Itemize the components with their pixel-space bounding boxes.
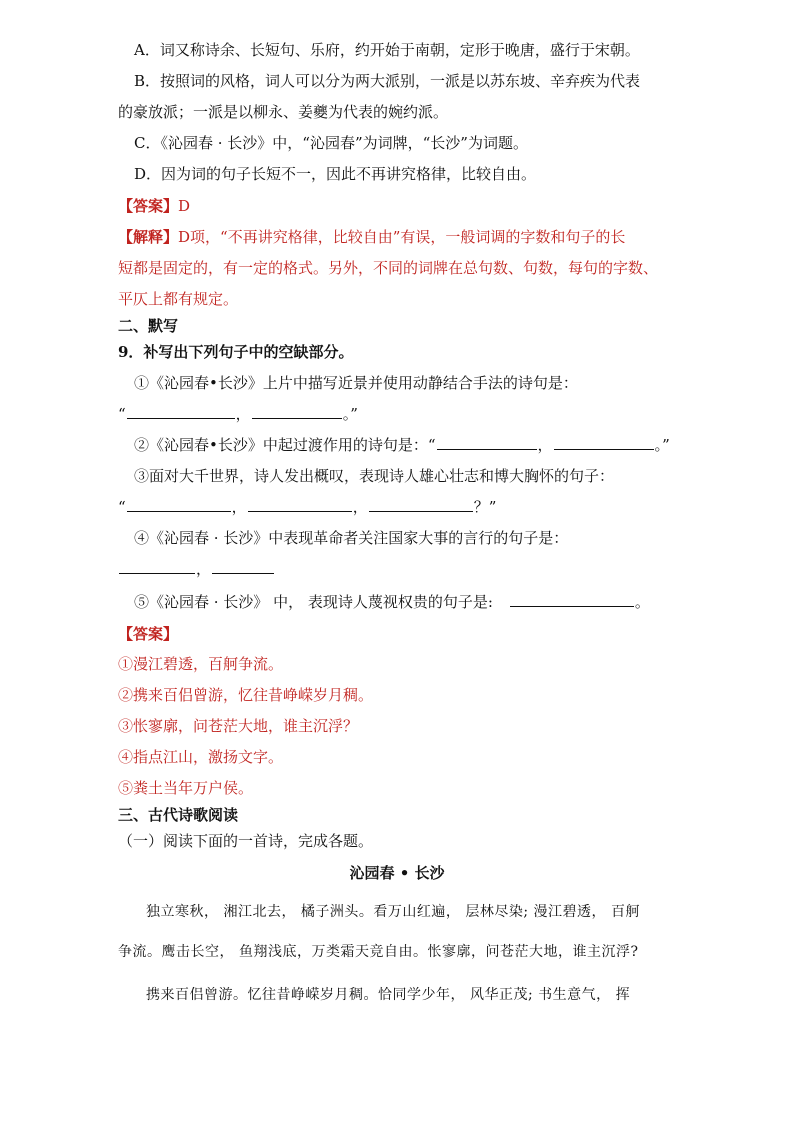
poem-title: 沁园春 • 长沙	[349, 864, 445, 882]
answer-9-item: ⑤粪土当年万户侯。	[118, 779, 254, 797]
section-2-heading: 二、默写	[118, 317, 179, 335]
explanation-text: D项，“不再讲究格律，比较自由”有误，一般词调的字数和句子的长	[178, 228, 626, 246]
blank[interactable]	[437, 435, 537, 450]
blank[interactable]	[127, 404, 235, 419]
fill-q2: ②《沁园春•长沙》中起过渡作用的诗句是：“ ， 。”	[134, 436, 670, 454]
poem-line: 携来百侣曾游。忆往昔峥嵘岁月稠。恰同学少年， 风华正茂; 书生意气， 挥	[146, 987, 631, 1003]
fill-q1: ①《沁园春•长沙》上片中描写近景并使用动静结合手法的诗句是：	[134, 374, 578, 392]
option-d: D．因为词的句子长短不一，因此不再讲究格律，比较自由。	[134, 165, 537, 183]
blank[interactable]	[248, 497, 352, 512]
fill-q4-blanks: ，	[118, 559, 275, 579]
fill-q3: ③面对大千世界，诗人发出概叹，表现诗人雄心壮志和博大胸怀的句子：	[134, 467, 615, 485]
fill-q4: ④《沁园春 · 长沙》中表现革命者关注国家大事的言行的句子是：	[134, 529, 569, 547]
section-3-heading: 三、古代诗歌阅读	[118, 806, 239, 824]
answer-9-item: ④指点江山，激扬文字。	[118, 748, 284, 766]
option-c: C．《沁园春 · 长沙》中，“沁园春”为词牌，“长沙”为词题。	[134, 134, 528, 152]
poem-line: 争流。鹰击长空， 鱼翔浅底，万类霜天竞自由。怅寥廓，问苍茫大地，谁主沉浮?	[118, 944, 639, 960]
answer-label: 【答案】	[118, 197, 179, 215]
blank[interactable]	[127, 497, 231, 512]
fill-q5: ⑤《沁园春 · 长沙》 中， 表现诗人蔑视权贵的句子是: 。	[134, 593, 650, 611]
blank[interactable]	[510, 592, 634, 607]
option-a: A．词又称诗余、长短句、乐府，约开始于南朝，定形于晚唐，盛行于宋朝。	[134, 41, 640, 59]
answer-9-item: ③怅寥廓，问苍茫大地，谁主沉浮？	[118, 717, 359, 735]
answer-8	[118, 196, 190, 216]
blank[interactable]	[212, 559, 274, 574]
option-b-line2: 的豪放派；一派是以柳永、姜夔为代表的婉约派。	[118, 103, 449, 121]
blank[interactable]	[119, 559, 195, 574]
fill-q1-blanks: “ ， 。”	[118, 405, 358, 423]
explanation-line3: 平仄上都有规定。	[118, 290, 239, 308]
explanation-label: 【解释】	[118, 228, 179, 246]
answer-value: D	[178, 197, 191, 215]
poem-line: 独立寒秋， 湘江北去， 橘子洲头。看万山红遍， 层林尽染; 漫江碧透， 百舸	[146, 904, 640, 920]
fill-q3-blanks: “ ， ， ？”	[118, 498, 497, 516]
option-b-line1: B．按照词的风格，词人可以分为两大派别，一派是以苏东坡、辛弃疾为代表	[134, 72, 641, 90]
blank[interactable]	[252, 404, 342, 419]
section-3-intro: （一）阅读下面的一首诗，完成各题。	[118, 832, 374, 850]
blank[interactable]	[369, 497, 473, 512]
question-9: 9．补写出下列句子中的空缺部分。	[118, 343, 354, 361]
blank[interactable]	[554, 435, 654, 450]
answer-9-item: ①漫江碧透，百舸争流。	[118, 655, 284, 673]
answer-9-item: ②携来百侣曾游，忆往昔峥嵘岁月稠。	[118, 686, 374, 704]
explanation-line1	[118, 227, 625, 247]
answer-9-label: 【答案】	[118, 625, 179, 643]
explanation-line2: 短都是固定的，有一定的格式。另外，不同的词牌在总句数、句数，每句的字数、	[118, 259, 659, 277]
